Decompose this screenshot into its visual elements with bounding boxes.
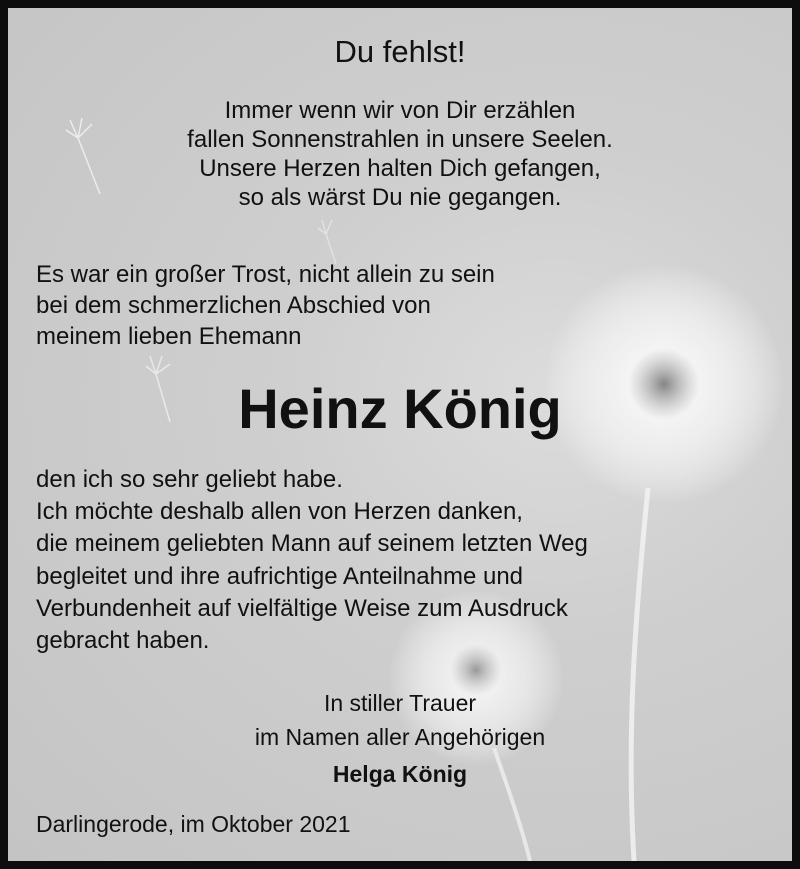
heading: Du fehlst! [334,34,466,69]
intro-line: bei dem schmerzlichen Abschied von [36,292,431,319]
dandelion-seed-icon [318,220,336,264]
place-date: Darlingerode, im Oktober 2021 [36,811,351,837]
body-line: Verbundenheit auf vielfältige Weise zum Ausdruck [36,594,568,622]
body-line: den ich so sehr geliebt habe. [36,466,343,493]
poem-line: Immer wenn wir von Dir erzählen [224,97,576,124]
mourning-line: In stiller Trauer [323,690,477,716]
poem-line: Unsere Herzen halten Dich gefangen, [199,155,601,182]
poem [8,96,792,212]
poem-line: fallen Sonnenstrahlen in unsere Seelen. [187,126,613,153]
poem-line: so als wärst Du nie gegangen. [238,184,562,211]
mourning-line: im Namen aller Angehörigen [254,724,546,750]
deceased-name: Heinz König [238,377,562,440]
signer-name: Helga König [332,761,468,787]
thanks-paragraph [36,464,588,657]
intro-line: Es war ein großer Trost, nicht allein zu sein [36,261,495,288]
intro-line: meinem lieben Ehemann [36,323,302,350]
body-line: die meinem geliebten Mann auf seinem letzten Weg [36,530,588,558]
body-line: begleitet und ihre aufrichtige Anteilnahme und [36,562,524,590]
mourning-lines [8,686,792,754]
body-line: Ich möchte deshalb allen von Herzen danken, [36,498,523,526]
intro-paragraph [36,259,495,352]
body-line: gebracht haben. [36,627,210,655]
